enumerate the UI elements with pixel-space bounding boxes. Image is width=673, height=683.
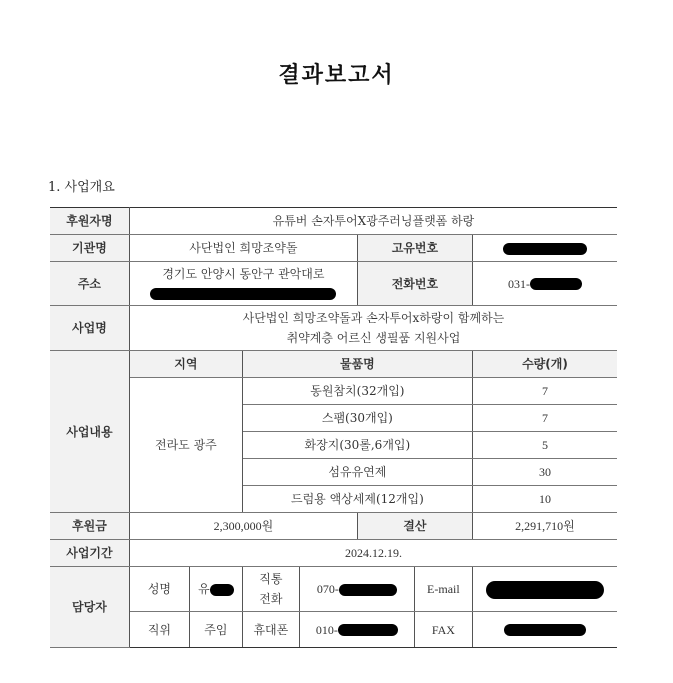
mobile-prefix: 010-	[315, 622, 338, 637]
label-project-name: 사업명	[50, 306, 129, 351]
address-line2	[134, 284, 353, 304]
item-quantity: 5	[472, 432, 617, 459]
value-phone-number	[472, 262, 617, 306]
item-name: 스팸(30개입)	[242, 405, 472, 432]
row-contact-1	[50, 567, 617, 612]
col-header-quantity: 수량(개)	[472, 351, 617, 378]
value-project-name	[129, 306, 617, 351]
redaction-bar	[150, 288, 336, 300]
value-org-name: 사단법인 희망조약돌	[129, 235, 357, 262]
item-name: 화장지(30롤,6개입)	[242, 432, 472, 459]
redaction-bar	[503, 243, 587, 255]
label-sponsor-name: 후원자명	[50, 208, 129, 235]
item-name: 섬유유연제	[242, 459, 472, 486]
label-org-name: 기관명	[50, 235, 129, 262]
value-position: 주임	[189, 612, 242, 648]
item-row	[50, 378, 617, 405]
label-unique-number: 고유번호	[357, 235, 472, 262]
label-address: 주소	[50, 262, 129, 306]
row-project-name	[50, 306, 617, 351]
value-address	[129, 262, 357, 306]
page-title: 결과보고서	[278, 62, 395, 88]
row-sponsor	[50, 208, 617, 235]
label-contact-person: 담당자	[50, 567, 129, 648]
redaction-bar	[339, 584, 397, 596]
value-unique-number	[472, 235, 617, 262]
label-mobile: 휴대폰	[242, 612, 299, 648]
value-name	[189, 567, 242, 612]
direct-phone-label-line2: 전화	[259, 592, 283, 606]
redaction-bar	[504, 624, 586, 636]
col-header-region: 지역	[129, 351, 242, 378]
row-content-header	[50, 351, 617, 378]
label-direct-phone	[242, 567, 299, 612]
row-org	[50, 235, 617, 262]
label-settlement: 결산	[357, 513, 472, 540]
label-email: E-mail	[414, 567, 472, 612]
item-name: 드럼용 액상세제(12개입)	[242, 486, 472, 513]
row-period	[50, 540, 617, 567]
name-prefix: 유	[198, 582, 210, 596]
value-project-period: 2024.12.19.	[129, 540, 617, 567]
project-name-line2: 취약계층 어르신 생필품 지원사업	[286, 331, 461, 345]
value-direct-phone	[299, 567, 414, 612]
value-region: 전라도 광주	[129, 378, 242, 513]
value-settlement: 2,291,710원	[472, 513, 617, 540]
value-email	[472, 567, 617, 612]
row-contact-2	[50, 612, 617, 648]
item-quantity: 30	[472, 459, 617, 486]
row-address	[50, 262, 617, 306]
phone-prefix: 031-	[507, 276, 530, 291]
redaction-bar	[210, 584, 234, 596]
value-mobile	[299, 612, 414, 648]
redaction-bar	[530, 278, 582, 290]
direct-phone-label-line1: 직통	[259, 572, 283, 586]
label-fax: FAX	[414, 612, 472, 648]
label-phone-number: 전화번호	[357, 262, 472, 306]
project-name-line1: 사단법인 희망조약돌과 손자투어x하랑이 함께하는	[242, 311, 505, 325]
item-name: 동원참치(32개입)	[242, 378, 472, 405]
item-quantity: 7	[472, 378, 617, 405]
label-position: 직위	[129, 612, 189, 648]
col-header-item-name: 물품명	[242, 351, 472, 378]
item-quantity: 7	[472, 405, 617, 432]
redaction-bar	[486, 581, 604, 599]
label-project-content: 사업내용	[50, 351, 129, 513]
label-project-period: 사업기간	[50, 540, 129, 567]
project-overview-table	[50, 207, 617, 648]
section-heading: 1. 사업개요	[48, 180, 115, 195]
address-line1: 경기도 안양시 동안구 관악대로	[162, 266, 325, 281]
value-donation: 2,300,000원	[129, 513, 357, 540]
redaction-bar	[338, 624, 398, 636]
value-fax	[472, 612, 617, 648]
label-donation: 후원금	[50, 513, 129, 540]
row-donation	[50, 513, 617, 540]
label-name: 성명	[129, 567, 189, 612]
item-quantity: 10	[472, 486, 617, 513]
value-sponsor-name: 유튜버 손자투어X광주러닝플랫폼 하랑	[129, 208, 617, 235]
direct-phone-prefix: 070-	[316, 582, 339, 596]
